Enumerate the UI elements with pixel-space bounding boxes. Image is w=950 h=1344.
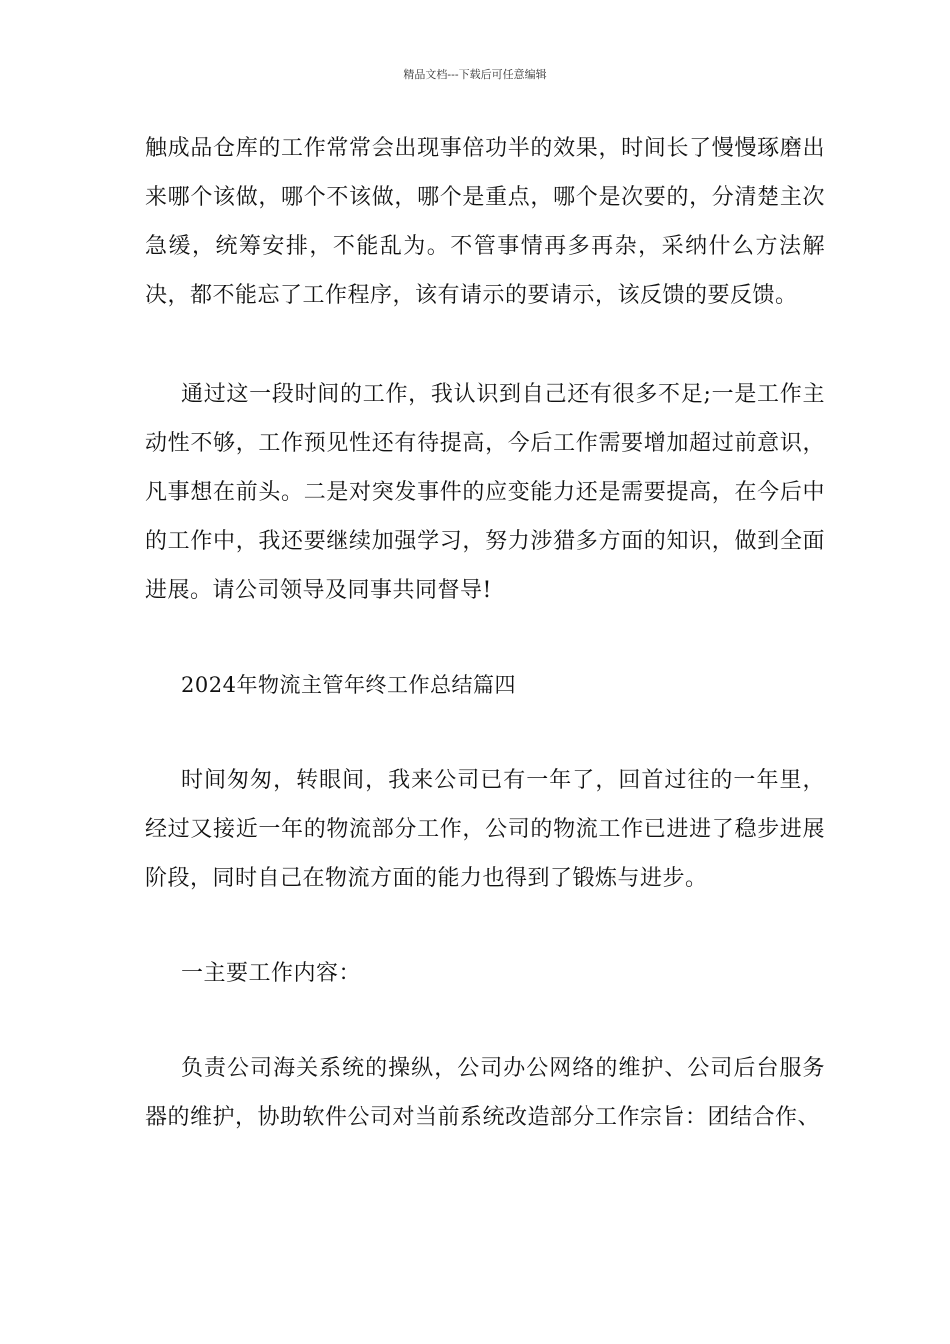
- document-body: [145, 124, 825, 1142]
- section-title: 2024年物流主管年终工作总结篇四: [181, 673, 516, 697]
- paragraph-warehouse-experience: 触成品仓库的工作常常会出现事倍功半的效果，时间长了慢慢琢磨出来哪个该做，哪个不该做，哪个是重点，哪个是次要的，分清楚主次急缓，统筹安排，不能乱为。不管事情再多再杂，采纳什么方法解决，都不能忘了工作程序，该有请示的要请示，该反馈的要反馈。: [145, 136, 825, 308]
- page-header: 精品文档---下载后可任意编辑: [403, 68, 547, 81]
- paragraph-shortcomings: 通过这一段时间的工作，我认识到自己还有很多不足;一是工作主动性不够，工作预见性还有待提高，今后工作需要增加超过前意识，凡事想在前头。二是对突发事件的应变能力还是需要提高，在今后中的工作中，我还要继续加强学习，努力涉猎多方面的知识，做到全面进展。请公司领导及同事共同督导!: [145, 382, 825, 603]
- section-heading-main-work: 一主要工作内容：: [181, 961, 362, 986]
- paragraph-responsibilities: 负责公司海关系统的操纵，公司办公网络的维护、公司后台服务器的维护，协助软件公司对当前系统改造部分工作宗旨：团结合作、: [145, 1056, 825, 1130]
- paragraph-year-review: 时间匆匆，转眼间，我来公司已有一年了，回首过往的一年里，经过又接近一年的物流部分工作，公司的物流工作已进进了稳步进展阶段，同时自己在物流方面的能力也得到了锻炼与进步。: [145, 768, 825, 891]
